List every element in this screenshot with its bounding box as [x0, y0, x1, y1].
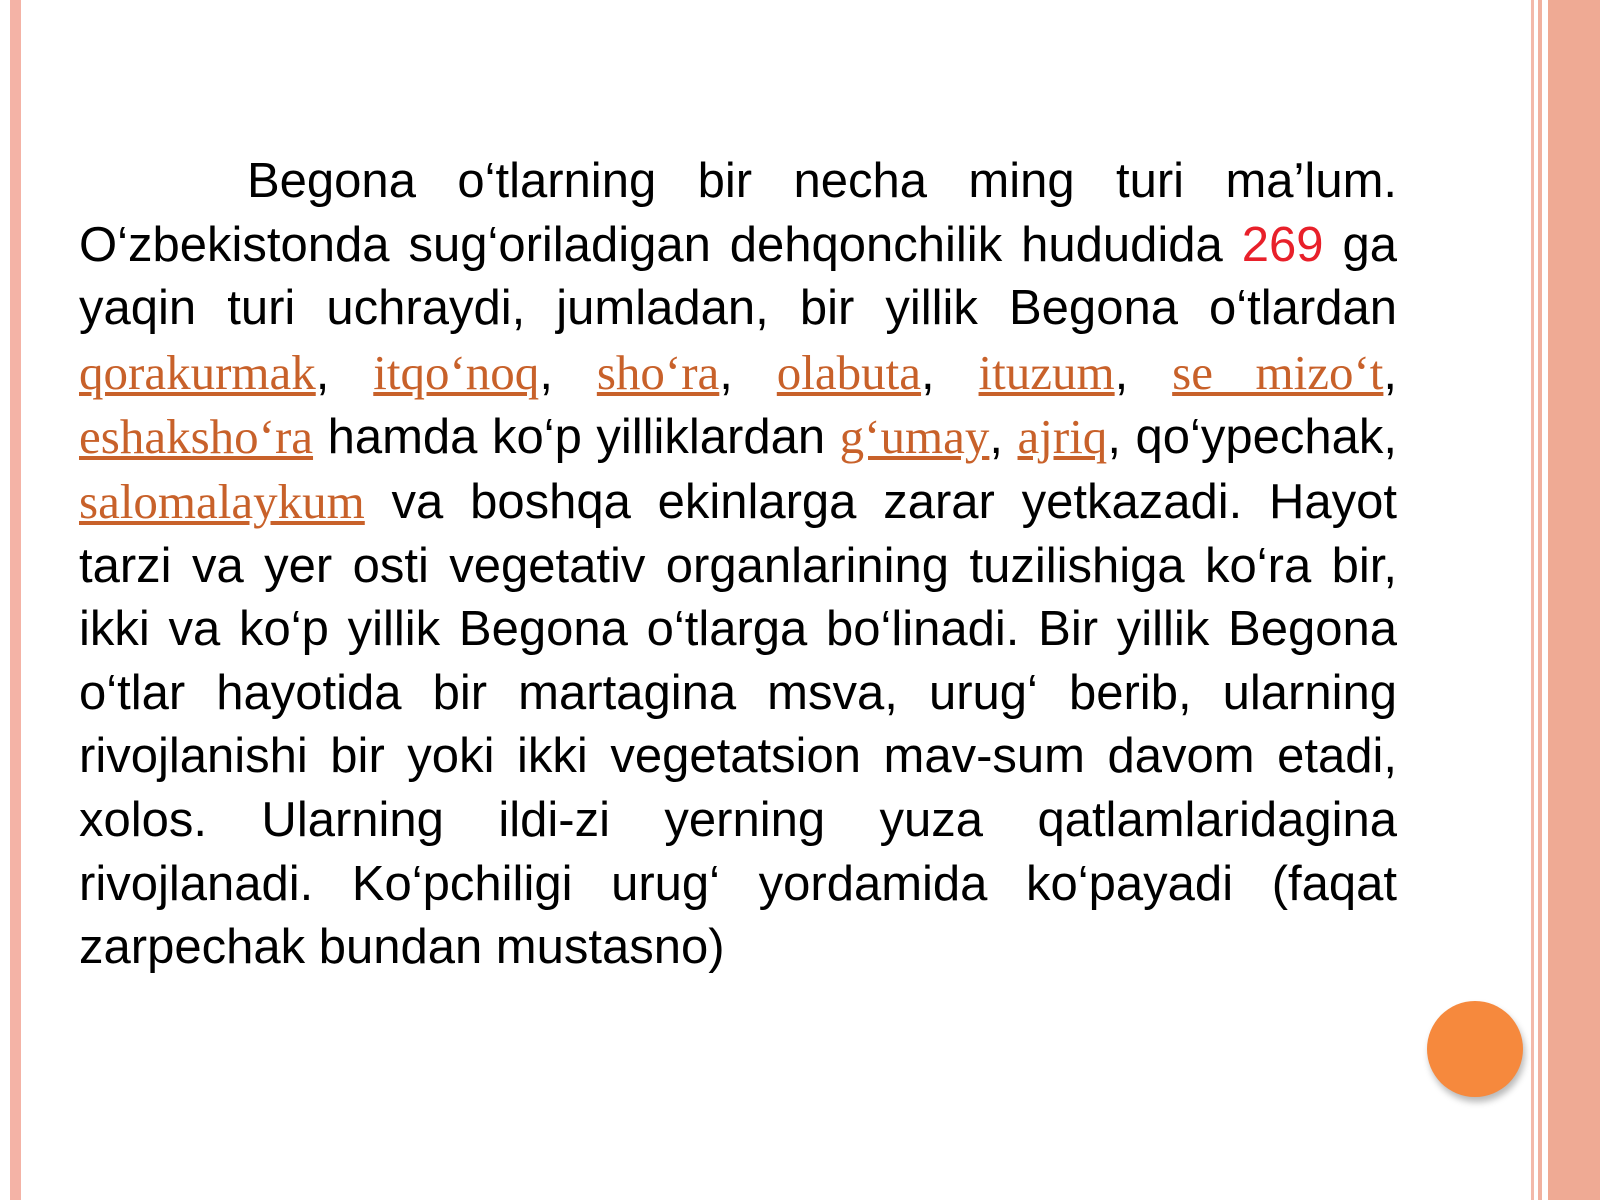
count-context-text: ga yaqin turi uchraydi, jumladan, bir yillik Begona o‘tlardan: [79, 217, 1397, 336]
weed-link-shora[interactable]: sho‘ra: [596, 344, 720, 400]
weed-name-qoypechak: qo‘ypechak,: [1135, 410, 1397, 465]
weed-link-ajriq[interactable]: ajriq: [1017, 409, 1108, 465]
intro-text: Begona o‘tlarning bir necha ming turi ma’lum. O‘zbekistonda sug‘oriladigan dehqonchilik hududida: [79, 154, 1397, 272]
right-border-stripe: [1538, 0, 1542, 1200]
right-border-band: [1548, 0, 1600, 1200]
weed-count-number: 269: [1241, 217, 1324, 272]
weed-link-gumay[interactable]: g‘umay: [839, 409, 990, 465]
weed-link-itqonoq[interactable]: itqo‘noq: [373, 344, 540, 400]
weed-link-qorakurmak[interactable]: qorakurmak: [79, 344, 316, 400]
right-border-stripe: [1531, 0, 1534, 1200]
perennial-intro-text: hamda ko‘p yilliklardan: [327, 410, 826, 465]
weed-link-salomalaykum[interactable]: salomalaykum: [79, 473, 365, 529]
decorative-orange-circle: [1427, 1001, 1523, 1097]
slide-body-text: Begona o‘tlarning bir necha ming turi ma’lum. O‘zbekistonda sug‘oriladigan dehqonchilik hududida 269 ga yaqin turi uchraydi, jumladan, bir yillik Begona o‘tlardan qorakurmak, itqo‘noq, sho‘ra, olabuta, ituzum, se mizo‘t, eshaksho‘ra hamda ko‘p yilliklardan g‘umay, ajriq, qo‘ypechak, salomalaykum va boshqa ekinlarga zarar yetkazadi. Hayot tarzi va yer osti vegetativ organlarining tuzilishiga ko‘ra bir, ikki va ko‘p yillik Begona o‘tlarga bo‘linadi. Bir yillik Begona o‘tlar hayotida bir martagina msva, urug‘ berib, ularning rivojlanishi bir yoki ikki vegetatsion mav-sum davom etadi, xolos. Ularning ildi-zi yerning yuza qatlamlaridagina rivojlanadi. Ko‘pchiligi urug‘ yordamida ko‘payadi (faqat zarpechak bundan mustasno): [79, 154, 1398, 975]
left-border-bar: [10, 0, 21, 1200]
weed-link-olabuta[interactable]: olabuta: [776, 344, 922, 400]
conclusion-text: va boshqa ekinlarga zarar yetkazadi. Hayot tarzi va yer osti vegetativ organlarining tuzilishiga ko‘ra bir, ikki va ko‘p yillik Begona o‘tlarga bo‘linadi. Bir yillik Begona o‘tlar hayotida bir martagina msva, urug‘ berib, ularning rivojlanishi bir yoki ikki vegetatsion mav-sum davom etadi, xolos. Ularning ildi-zi yerning yuza qatlamlaridagina rivojlanadi. Ko‘pchiligi urug‘ yordamida ko‘payadi (faqat zarpechak bundan mustasno): [79, 474, 1397, 975]
weed-link-ituzum[interactable]: ituzum: [978, 344, 1115, 400]
weed-link-semizot[interactable]: se mizo‘t: [1172, 344, 1384, 400]
weed-link-eshakshora[interactable]: eshaksho‘ra: [79, 409, 314, 465]
